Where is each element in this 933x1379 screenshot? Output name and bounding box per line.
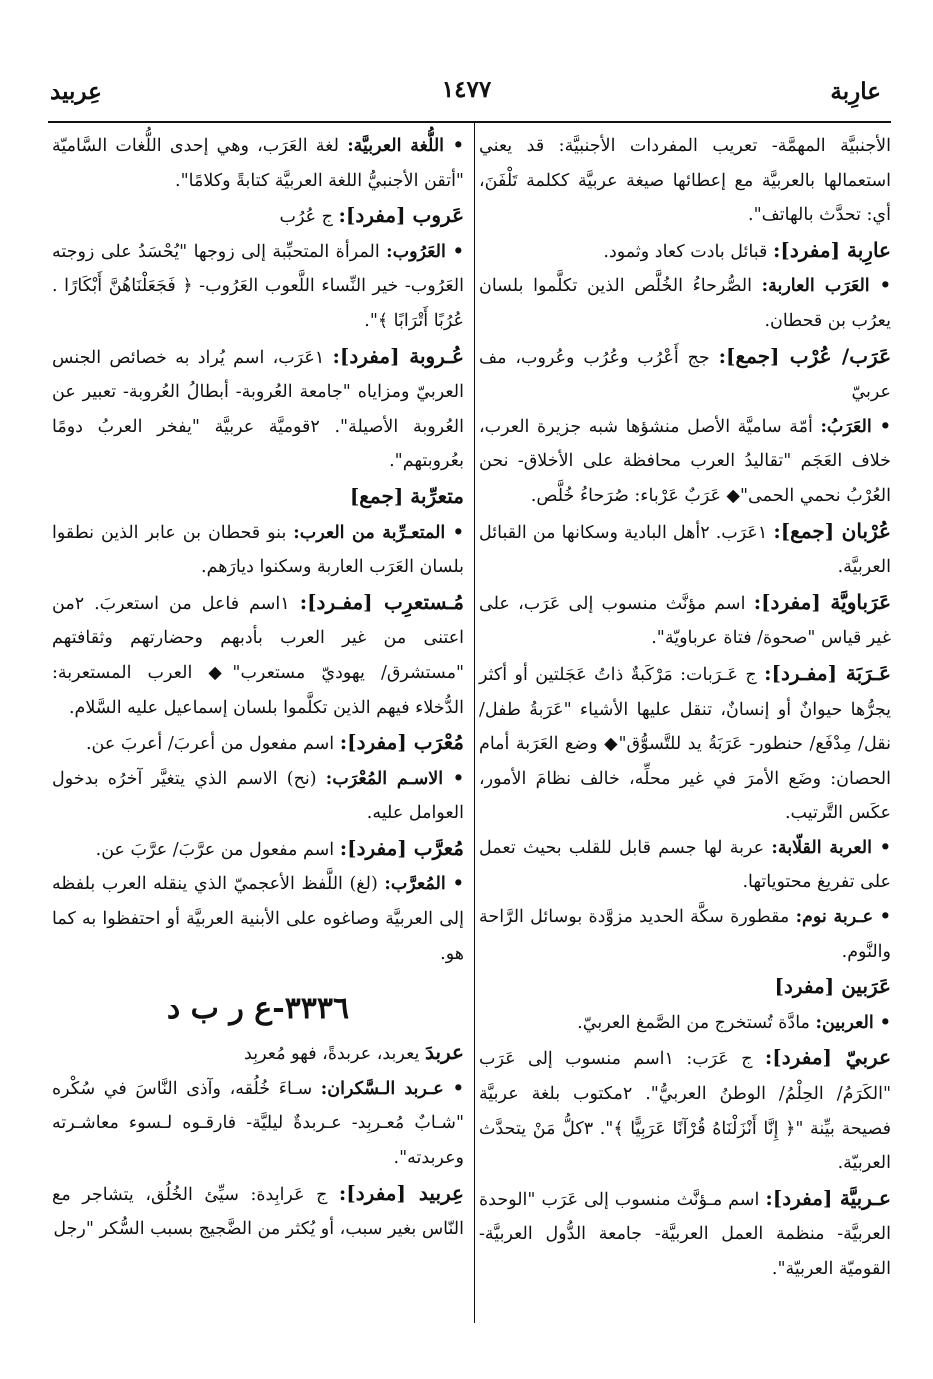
entry-head: عربيّ [مفرد]: [764, 1045, 892, 1070]
entry-paragraph [479, 129, 891, 233]
entry-text: لغة العَرَب، وهي إحدى اللُّغات السَّاميّة "أتقن الأجنبيُّ اللغة العربيَّة كتابةً وكلامًا". [52, 136, 464, 191]
entry-text: المرأة المتحبِّبة إلى زوجها "يُحْسَدُ على زوجته العَرُوب- خير النِّساء اللَّعوب العَرُوب- ﴿ فَجَعَلْنَاهُنَّ أَبْكَارًا . عُرُبًا أَتْرَابًا ﴾". [52, 241, 464, 331]
page-number: ١٤٧٧ [441, 76, 492, 103]
entry-text: عربة لها جسم قابل للقلب بحيث تعمل على تفريغ محتوياتها. [479, 837, 891, 893]
entry-head: • المتعـرِّبة من العرب: [293, 522, 464, 543]
entry-text: جج أَعْرُب وعُرُب وعُروب، مف عربيّ [479, 347, 891, 403]
entry-head: • المُعرَّب: [384, 874, 464, 895]
entry-paragraph [52, 235, 464, 339]
entry-paragraph [479, 1040, 891, 1180]
entry-paragraph [52, 1072, 464, 1176]
entry-head: عـربيَّة [مفرد]: [765, 1185, 891, 1210]
entry-head: عَرَبين [مفرد] [774, 974, 891, 999]
entry-text: ١اسم فاعل من استعربَ. ٢من اعتنى من غير العرب بأدبهم وحضارتهم وثقافتهم "مستشرق/ يهوديّ مستعرب"◆ العرب المستعربة: الدُّخلاء فيهم الذين تكلَّموا بلسان إسماعيل عليه السَّلام. [52, 593, 464, 718]
entry-head: • الاسـم المُعْرَب: [325, 768, 465, 789]
entry-paragraph [52, 1176, 464, 1247]
entry-head: • اللُّغة العربيَّة: [347, 136, 464, 156]
entry-paragraph [479, 339, 891, 410]
entry-head: عُـروبة [مفرد]: [332, 343, 464, 368]
entry-paragraph [479, 656, 891, 831]
entry-head: • عـربة نوم: [795, 907, 891, 928]
entry-paragraph [479, 514, 891, 585]
entry-head: مُعرَّب [مفرد]: [339, 835, 464, 860]
entry-head: عُرْبان [جمع]: [773, 518, 891, 543]
entry-text: يعربد، عربدةً، فهو مُعربِد [244, 1044, 425, 1065]
entry-head: • عـربد الـسَّكران: [320, 1078, 464, 1099]
entry-paragraph [52, 867, 464, 971]
entry-paragraph [479, 831, 891, 900]
entry-head: عِربيد [مفرد]: [338, 1180, 464, 1205]
header-guide-word-left: عِربيد [50, 78, 102, 105]
entry-text: اسم مفعول من أعربَ/ أعربَ عن. [85, 734, 340, 755]
entry-head: متعرِّبة [جمع] [349, 483, 464, 508]
entry-text: اسم مؤنَّث منسوب إلى عَرَب، على غير قياس "صحوة/ فتاة عرباويّة". [479, 593, 891, 649]
header-guide-word-right: عارِبة [830, 78, 881, 105]
entry-text: ج عَـرَبات: مَرْكَبةٌ ذاتُ عَجَلتين أو أكثر يجرُّها حيوانٌ أو إنسانٌ، تنقل عليها الأشياء "عَرَبةُ طفل/ نقل/ مِدْفَع/ حنطور- عَرَبَةُ يد للتَّسوُّق"◆ وضع العَرَبة أمام الحصان: وضَع الأمرَ في غير محلِّه، خالف نظامَ الأمور، عكَس التَّرتيب. [479, 664, 891, 824]
entry-paragraph [52, 479, 464, 516]
entry-text: أمّة ساميَّة الأصل منشؤها شبه جزيرة العرب، خلاف العَجَم "تقاليدُ العرب محافظة على الأخلاق- نحن العُرْبُ نحمي الحمى"◆ عَرَبٌ عَرْباء: صُرَحاءُ خُلَّص. [479, 416, 891, 506]
entry-paragraph [479, 1181, 891, 1287]
entry-text: ١عَرَب. ٢أهل البادية وسكانها من القبائل العربيَّة. [479, 522, 891, 578]
entry-text: مقطورة سكَّة الحديد مزوَّدة بوسائل الرَّاحة والنَّوم. [479, 907, 891, 962]
root-heading: ٣٣٣٦-ع ر ب د [166, 991, 350, 1027]
column-divider [474, 123, 475, 1323]
entry-paragraph [479, 410, 891, 514]
entry-head: عَرَباويَّة [مفرد]: [753, 589, 892, 614]
entry-head: • العربين: [815, 1012, 891, 1033]
entry-head: عَـرَبَة [مفـرد]: [764, 660, 891, 685]
entry-text: اسم مـؤنَّث منسوب إلى عَرَب "الوحدة العربيَّة- منظمة العمل العربيَّة- جامعة الدُّول العربيَّة- القوميّة العربيّة". [479, 1189, 891, 1279]
entry-head: • العَرُوب: [386, 241, 464, 262]
entry-head: عربدَ [424, 1040, 464, 1065]
entry-text: ج عَرابِدة: سيِّئ الخُلُق، يتشاجر مع النّاس بغير سبب، أو يُكثر من الضَّجيج بسبب السُّكر "رجل [52, 1184, 464, 1240]
entry-text: اسم مفعول من عرَّبَ/ عرَّبَ عن. [95, 839, 340, 860]
entry-paragraph [479, 585, 891, 656]
entry-paragraph [52, 725, 464, 762]
running-header [40, 70, 893, 114]
right-column [479, 129, 891, 1287]
entry-paragraph [52, 1035, 464, 1072]
entry-paragraph [52, 129, 464, 198]
entry-text: ١عَرَب، اسم يُراد به خصائص الجنس العربيّ ومزاياه "جامعة العُروبة- أبطالُ العُروبة- تعبير عن العُروبة الأصيلة". ٢قوميَّة عربيَّة "يفخر العربُ دومًا بعُروبتهم". [52, 347, 464, 472]
entry-paragraph [479, 969, 891, 1006]
header-divider [48, 121, 891, 123]
entry-paragraph [52, 585, 464, 725]
entry-paragraph [52, 339, 464, 479]
entry-paragraph [52, 198, 464, 235]
entry-paragraph [52, 516, 464, 585]
entry-head: عارِبة [مفرد]: [772, 237, 891, 262]
left-column [52, 129, 464, 1247]
entry-text: (لغ) اللَّفظ الأعجميّ الذي ينقله العرب بلفظه إلى العربيَّة وصاغوه على الأبنية العربيَّة أو احتفظوا به كما هو. [52, 874, 464, 964]
entry-head: مُعْرَب [مفرد]: [339, 730, 464, 755]
entry-paragraph [52, 762, 464, 831]
entry-head: عَرَب/ عُرْب [جمع]: [718, 343, 891, 368]
entry-text: قبائل بادت كعاد وثمود. [603, 241, 773, 262]
entry-head: • العربة القلّابة: [771, 837, 891, 858]
entry-text: ج عَرَب: ١اسم منسوب إلى عَرَب "الكَرَمُ/ الحِلْمُ/ الوطنُ العربيُّ". ٢مكتوب بلغة عربيَّة فصيحة بيِّنة "﴿ إِنَّا أَنْزَلْنَاهُ قُرْآنًا عَرَبِيًّا ﴾". ٣كلُّ مَنْ يتحدَّث العربيّة. [479, 1049, 891, 1174]
entry-head: • العَرَبُ: [820, 416, 891, 437]
entry-text: سـاءَ خُلُقه، وآذى النَّاسَ في سُكْره "شـابٌ مُعـربِد- عـربدةٌ ليليَّة- فارقـوه لـسوء معاشـرته وعربدته". [52, 1078, 464, 1169]
entry-text: (نح) الاسم الذي يتغيَّر آخرُه بدخول العوامل عليه. [52, 768, 464, 824]
entry-text: مادَّة تُستخرج من الصَّمغ العربيّ. [577, 1012, 816, 1033]
entry-paragraph [479, 269, 891, 338]
entry-head: مُـستعرِب [مفـرد]: [299, 589, 464, 614]
entry-head: • العَرَب العاربة: [761, 276, 891, 297]
entry-paragraph [52, 831, 464, 868]
entry-head: عَروب [مفرد]: [338, 203, 464, 228]
entry-paragraph [479, 1006, 891, 1041]
entry-paragraph [479, 900, 891, 969]
entry-paragraph [479, 233, 891, 270]
entry-text: الأجنبيَّة المهمَّة- تعريب المفردات الأجنبيَّة: قد يعني استعمالها بالعربيَّة مع إعطائها صيغة عربيَّة ككلمة تَلْفَنَ، أي: تحدَّث بالهاتف". [479, 136, 891, 226]
entry-text: ج عُرُب [279, 207, 339, 228]
entry-text: بنو قحطان بن عابر الذين نطقوا بلسان العَرَب العاربة وسكنوا ديارَهم. [52, 522, 464, 578]
entry-text: الصُّرحاءُ الخُلَّص الذين تكلَّموا بلسان يعرُب بن قحطان. [479, 276, 891, 331]
